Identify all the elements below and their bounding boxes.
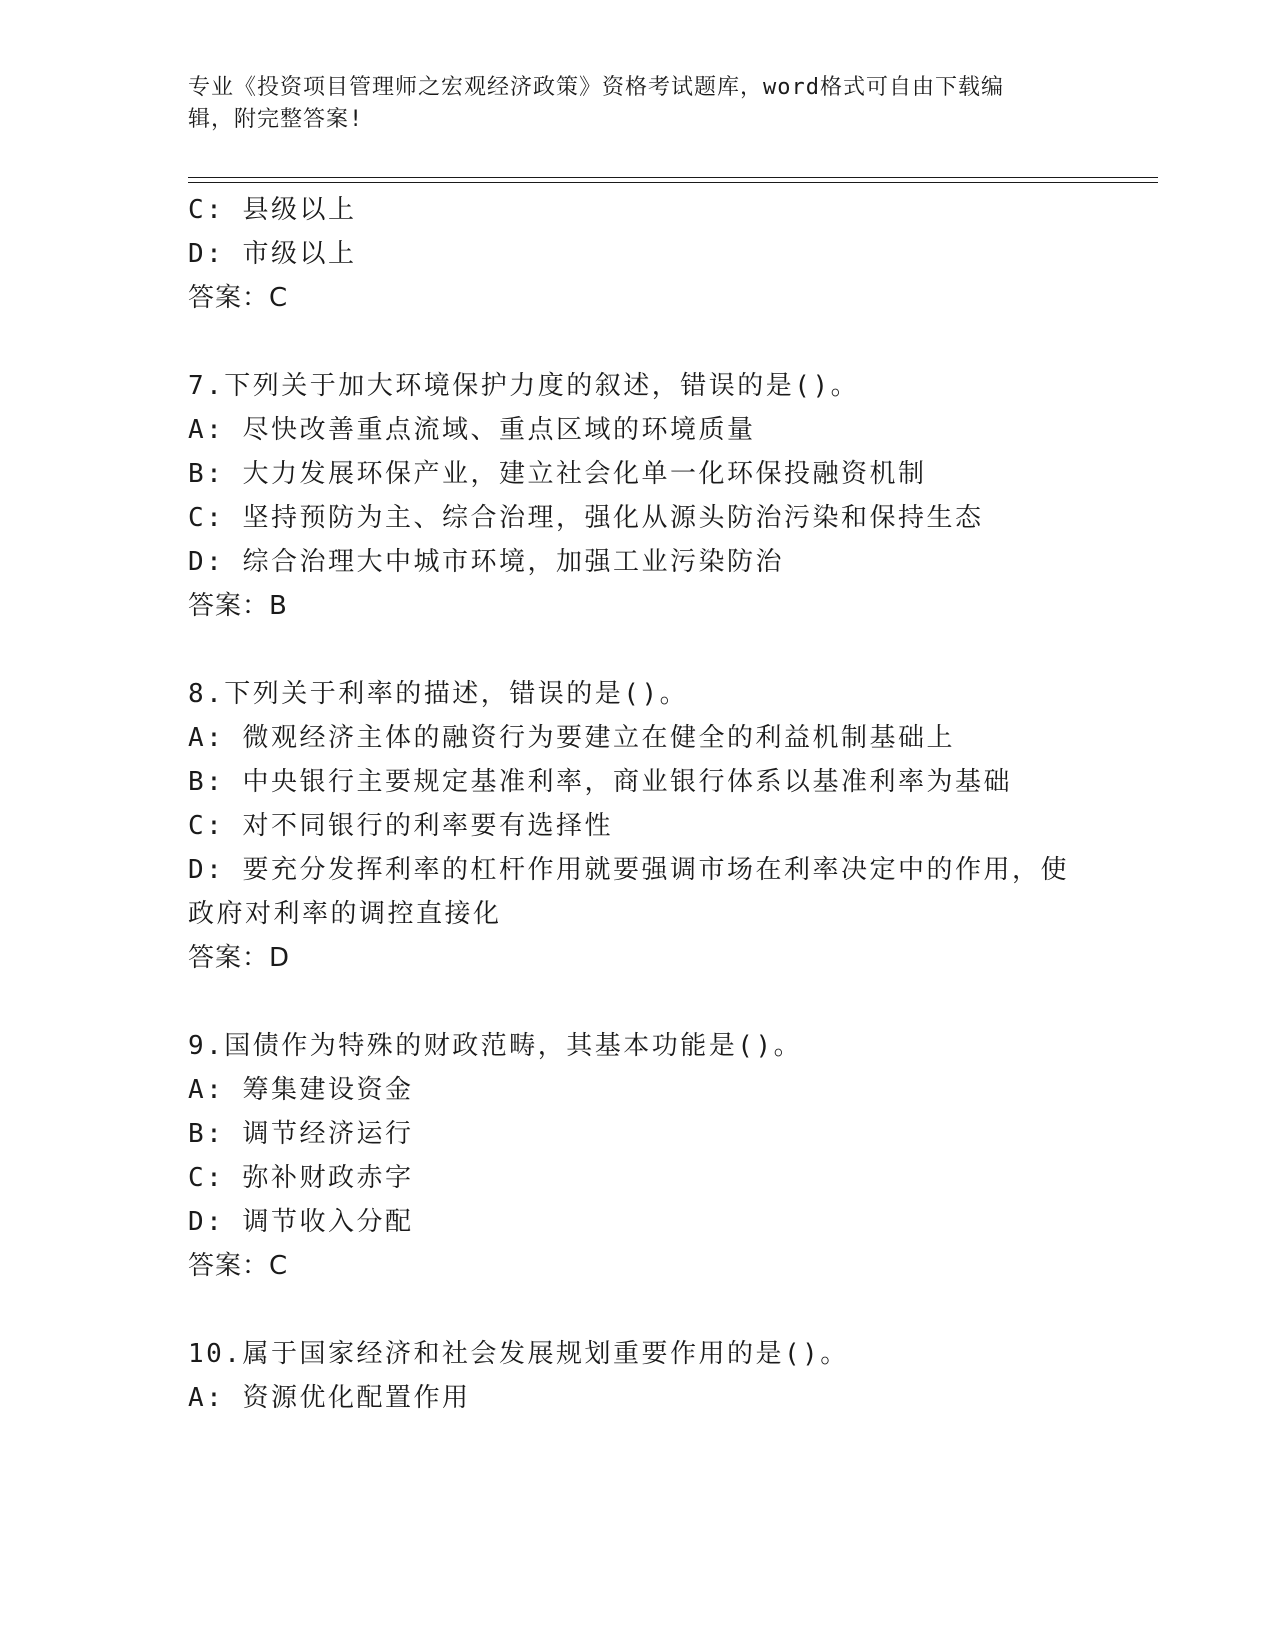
question-7-option-b: B: 大力发展环保产业，建立社会化单一化环保投融资机制 xyxy=(188,459,927,489)
header-divider-top xyxy=(188,177,1158,178)
header-divider-bottom xyxy=(188,182,1158,183)
question-7-option-c: C: 坚持预防为主、综合治理，强化从源头防治污染和保持生态 xyxy=(188,503,984,533)
question-8-option-d-continued: 政府对利率的调控直接化 xyxy=(188,899,502,929)
question-10-option-a: A: 资源优化配置作用 xyxy=(188,1383,471,1413)
question-9-option-d: D: 调节收入分配 xyxy=(188,1207,414,1237)
question-9-stem: 9.国债作为特殊的财政范畴，其基本功能是()。 xyxy=(188,1031,803,1061)
question-7-answer: 答案：B xyxy=(188,591,288,621)
prev-option-d: D: 市级以上 xyxy=(188,239,357,269)
question-9-option-b: B: 调节经济运行 xyxy=(188,1119,414,1149)
question-8-option-a: A: 微观经济主体的融资行为要建立在健全的利益机制基础上 xyxy=(188,723,955,753)
question-8-option-b: B: 中央银行主要规定基准利率，商业银行体系以基准利率为基础 xyxy=(188,767,1012,797)
question-7-option-a: A: 尽快改善重点流域、重点区域的环境质量 xyxy=(188,415,756,445)
question-8-option-d: D: 要充分发挥利率的杠杆作用就要强调市场在利率决定中的作用，使 xyxy=(188,855,1069,885)
question-9-option-a: A: 筹集建设资金 xyxy=(188,1075,414,1105)
prev-answer: 答案：C xyxy=(188,283,289,313)
document-header xyxy=(188,72,1088,136)
prev-option-c: C: 县级以上 xyxy=(188,195,357,225)
header-line-1: 专业《投资项目管理师之宏观经济政策》资格考试题库，word格式可自由下载编 xyxy=(188,75,1004,100)
question-10-stem: 10.属于国家经济和社会发展规划重要作用的是()。 xyxy=(188,1339,849,1369)
header-line-2: 辑，附完整答案! xyxy=(188,107,364,132)
question-9-option-c: C: 弥补财政赤字 xyxy=(188,1163,414,1193)
question-8-answer: 答案：D xyxy=(188,943,291,973)
question-8-option-c: C: 对不同银行的利率要有选择性 xyxy=(188,811,613,841)
question-8-stem: 8.下列关于利率的描述，错误的是()。 xyxy=(188,679,689,709)
question-9-answer: 答案：C xyxy=(188,1251,289,1281)
question-7-stem: 7.下列关于加大环境保护力度的叙述，错误的是()。 xyxy=(188,371,860,401)
question-7-option-d: D: 综合治理大中城市环境，加强工业污染防治 xyxy=(188,547,784,577)
